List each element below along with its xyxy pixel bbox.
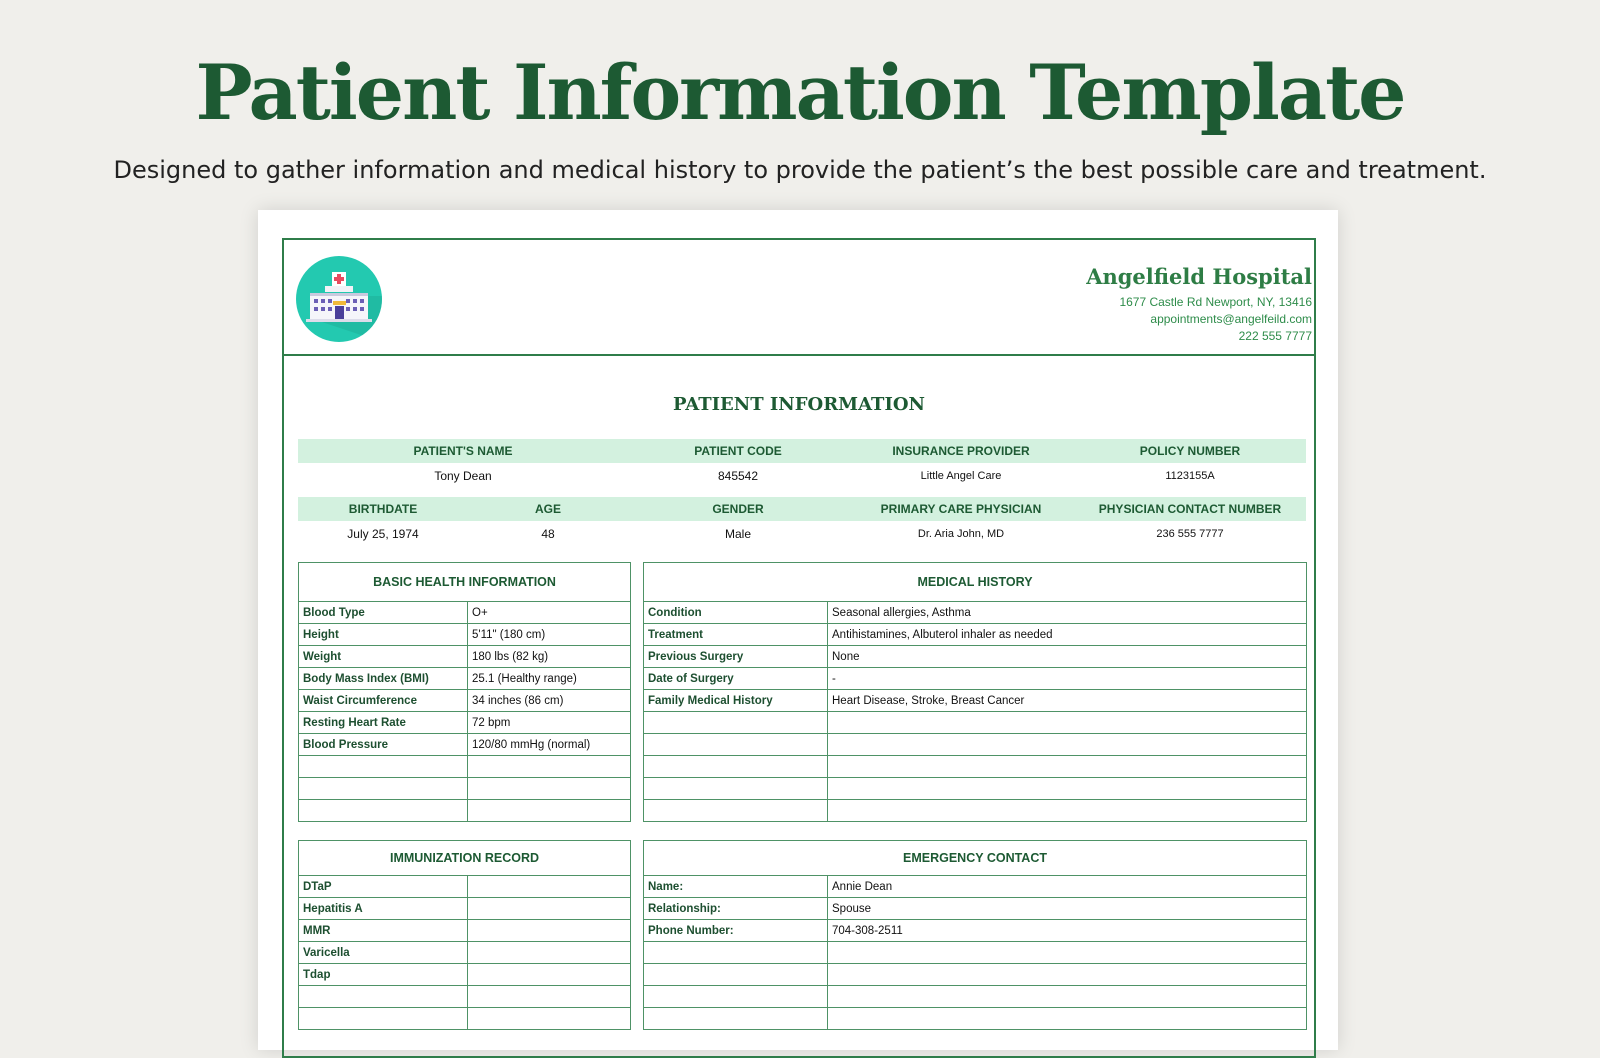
- table-row: [299, 964, 631, 986]
- row-label: [299, 756, 468, 778]
- table-row: [299, 920, 631, 942]
- row-value[interactable]: 5'11" (180 cm): [468, 624, 631, 646]
- table-row: [299, 646, 631, 668]
- row-label: Phone Number:: [644, 920, 828, 942]
- table-row: [644, 690, 1307, 712]
- page-title: Patient Information Template: [195, 48, 1405, 137]
- header-insurance-provider: INSURANCE PROVIDER: [848, 439, 1074, 463]
- row-value[interactable]: Spouse: [828, 898, 1307, 920]
- row-label: [299, 778, 468, 800]
- header-physician-contact: PHYSICIAN CONTACT NUMBER: [1074, 497, 1306, 521]
- row-value[interactable]: None: [828, 646, 1307, 668]
- row-label: Condition: [644, 602, 828, 624]
- row-label: Relationship:: [644, 898, 828, 920]
- emergency-contact-title: EMERGENCY CONTACT: [644, 841, 1307, 876]
- row-label: Varicella: [299, 942, 468, 964]
- row-value[interactable]: O+: [468, 602, 631, 624]
- table-row: [299, 756, 631, 778]
- patient-name-value: Tony Dean: [434, 468, 492, 483]
- row-value[interactable]: [828, 734, 1307, 756]
- row-value[interactable]: [468, 800, 631, 822]
- row-value[interactable]: [468, 964, 631, 986]
- patient-code-value: 845542: [717, 468, 759, 483]
- row-label: Treatment: [644, 624, 828, 646]
- row-label: [644, 964, 828, 986]
- row-label: Name:: [644, 876, 828, 898]
- table-row: [644, 986, 1307, 1008]
- row-label: DTaP: [299, 876, 468, 898]
- row-label: Weight: [299, 646, 468, 668]
- table-row: [299, 986, 631, 1008]
- page-subtitle: Designed to gather information and medical history to provide the patient’s the best possible care and treatment.: [113, 156, 1487, 184]
- row-label: [644, 1008, 828, 1030]
- row-value[interactable]: -: [828, 668, 1307, 690]
- physician-value: Dr. Aria John, MD: [917, 527, 1005, 540]
- table-row: [299, 1008, 631, 1030]
- row-value[interactable]: Annie Dean: [828, 876, 1307, 898]
- table-row: [644, 602, 1307, 624]
- row-value[interactable]: [468, 876, 631, 898]
- row-value[interactable]: [468, 778, 631, 800]
- physician-contact-value: 236 555 7777: [1156, 527, 1224, 540]
- row-label: MMR: [299, 920, 468, 942]
- row-value[interactable]: [468, 986, 631, 1008]
- age-value: 48: [541, 526, 555, 541]
- row-label: [299, 986, 468, 1008]
- row-label: Date of Surgery: [644, 668, 828, 690]
- header-primary-care-physician: PRIMARY CARE PHYSICIAN: [848, 497, 1074, 521]
- table-row: [299, 690, 631, 712]
- table-row: [299, 668, 631, 690]
- hospital-name: Angelfield Hospital: [1086, 264, 1312, 289]
- row-value[interactable]: 180 lbs (82 kg): [468, 646, 631, 668]
- table-row: [644, 898, 1307, 920]
- header-age: AGE: [468, 497, 628, 521]
- table-row: [644, 942, 1307, 964]
- table-row: [299, 734, 631, 756]
- row-value[interactable]: 34 inches (86 cm): [468, 690, 631, 712]
- row-value[interactable]: [828, 756, 1307, 778]
- medical-history-title: MEDICAL HISTORY: [644, 563, 1307, 602]
- row-value[interactable]: [828, 712, 1307, 734]
- table-row: [299, 602, 631, 624]
- hospital-email: appointments@angelfeild.com: [1150, 312, 1312, 326]
- immunization-table: [298, 840, 631, 1030]
- row-label: [644, 800, 828, 822]
- table-row: [644, 778, 1307, 800]
- row-value[interactable]: Seasonal allergies, Asthma: [828, 602, 1307, 624]
- hospital-address: 1677 Castle Rd Newport, NY, 13416: [1119, 295, 1312, 309]
- row-value[interactable]: [468, 898, 631, 920]
- patient-info-table-2: [298, 497, 1306, 546]
- row-label: Blood Pressure: [299, 734, 468, 756]
- header-gender: GENDER: [628, 497, 848, 521]
- table-row: [644, 624, 1307, 646]
- policy-number-value: 1123155A: [1165, 469, 1215, 482]
- table-row: [299, 800, 631, 822]
- row-label: [299, 1008, 468, 1030]
- row-label: Height: [299, 624, 468, 646]
- row-value[interactable]: 72 bpm: [468, 712, 631, 734]
- row-label: Resting Heart Rate: [299, 712, 468, 734]
- header-patient-code: PATIENT CODE: [628, 439, 848, 463]
- row-value[interactable]: [828, 964, 1307, 986]
- table-row: [644, 646, 1307, 668]
- insurance-provider-value: Little Angel Care: [920, 469, 1002, 482]
- header-divider: [284, 354, 1314, 356]
- row-label: Family Medical History: [644, 690, 828, 712]
- immunization-title: IMMUNIZATION RECORD: [299, 841, 631, 876]
- row-value[interactable]: [828, 942, 1307, 964]
- table-row: [644, 800, 1307, 822]
- table-row: [644, 876, 1307, 898]
- row-label: Body Mass Index (BMI): [299, 668, 468, 690]
- table-row: [299, 876, 631, 898]
- emergency-contact-table: [643, 840, 1307, 1030]
- medical-history-table: [643, 562, 1307, 822]
- form-title: PATIENT INFORMATION: [673, 394, 925, 415]
- gender-value: Male: [724, 526, 751, 541]
- row-label: Hepatitis A: [299, 898, 468, 920]
- row-value[interactable]: [468, 1008, 631, 1030]
- row-value[interactable]: 120/80 mmHg (normal): [468, 734, 631, 756]
- row-label: Tdap: [299, 964, 468, 986]
- table-row: [299, 898, 631, 920]
- row-value[interactable]: [468, 942, 631, 964]
- row-value[interactable]: Antihistamines, Albuterol inhaler as needed: [828, 624, 1307, 646]
- table-row: [644, 964, 1307, 986]
- row-label: [644, 986, 828, 1008]
- row-value[interactable]: [468, 756, 631, 778]
- row-label: Waist Circumference: [299, 690, 468, 712]
- row-label: Previous Surgery: [644, 646, 828, 668]
- hospital-phone: 222 555 7777: [1238, 329, 1312, 343]
- document-sheet: [258, 210, 1338, 1050]
- row-label: Blood Type: [299, 602, 468, 624]
- form-frame: [282, 238, 1316, 1058]
- table-row: [299, 942, 631, 964]
- row-value[interactable]: [828, 1008, 1307, 1030]
- header-policy-number: POLICY NUMBER: [1074, 439, 1306, 463]
- table-row: [644, 756, 1307, 778]
- row-label: [644, 778, 828, 800]
- patient-info-table-1: [298, 439, 1306, 488]
- row-label: [644, 756, 828, 778]
- birthdate-value: July 25, 1974: [347, 526, 419, 541]
- row-value[interactable]: [468, 920, 631, 942]
- table-row: [644, 920, 1307, 942]
- basic-health-title: BASIC HEALTH INFORMATION: [299, 563, 631, 602]
- table-row: [299, 778, 631, 800]
- row-value[interactable]: [828, 800, 1307, 822]
- table-row: [299, 624, 631, 646]
- row-label: [299, 800, 468, 822]
- row-value[interactable]: 704-308-2511: [828, 920, 1307, 942]
- row-value[interactable]: [828, 986, 1307, 1008]
- row-value[interactable]: Heart Disease, Stroke, Breast Cancer: [828, 690, 1307, 712]
- row-label: [644, 942, 828, 964]
- table-row: [644, 668, 1307, 690]
- hospital-building-icon: [296, 256, 382, 342]
- row-label: [644, 712, 828, 734]
- header-birthdate: BIRTHDATE: [298, 497, 468, 521]
- table-row: [644, 712, 1307, 734]
- header-patient-name: PATIENT'S NAME: [298, 439, 628, 463]
- table-row: [644, 734, 1307, 756]
- row-value[interactable]: [828, 778, 1307, 800]
- table-row: [644, 1008, 1307, 1030]
- basic-health-table: [298, 562, 631, 822]
- row-label: [644, 734, 828, 756]
- table-row: [299, 712, 631, 734]
- row-value[interactable]: 25.1 (Healthy range): [468, 668, 631, 690]
